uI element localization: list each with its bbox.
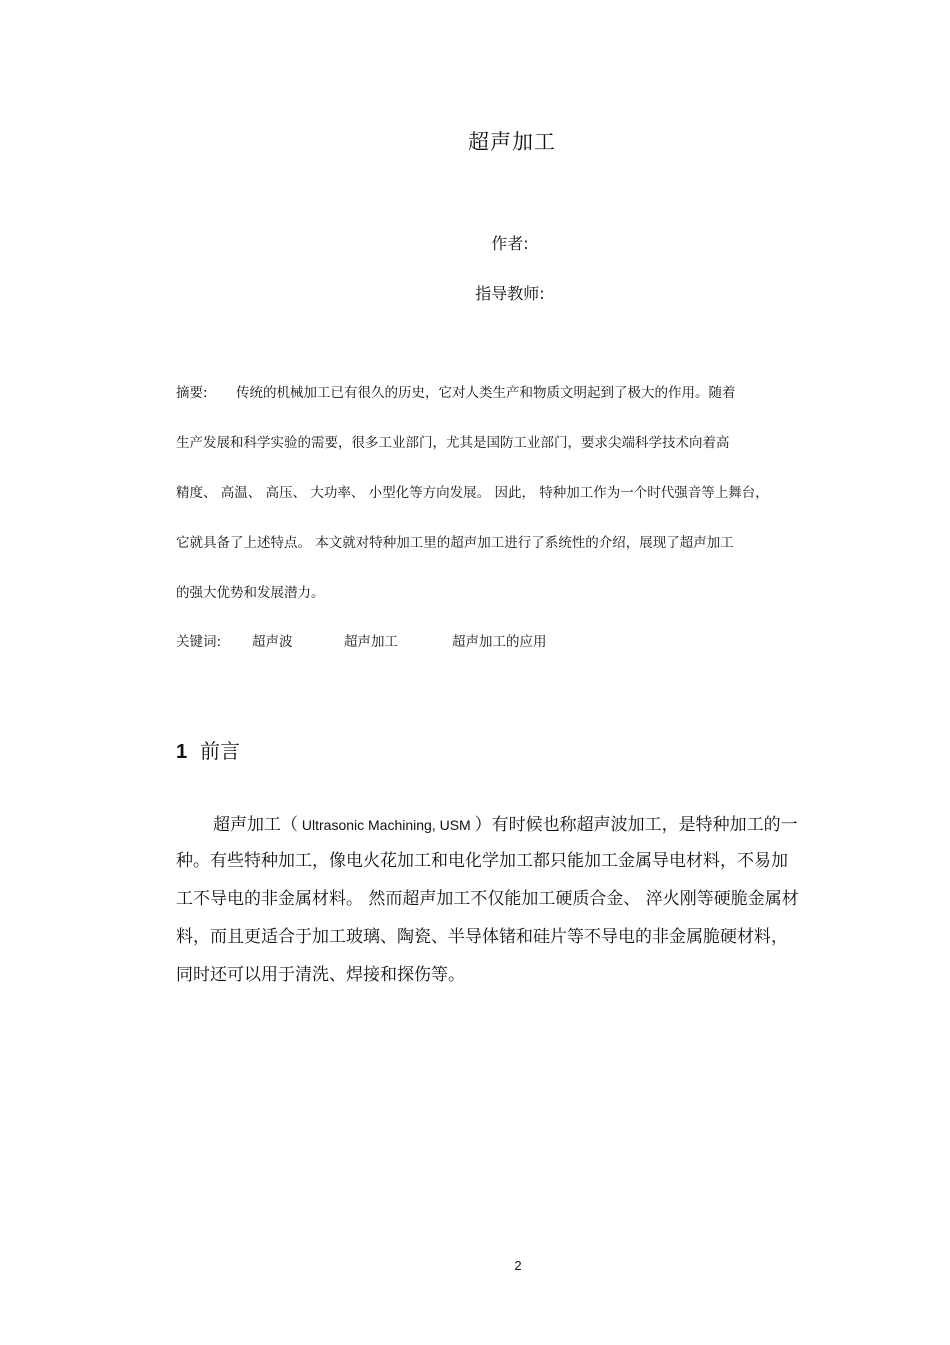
abstract-line: 生产发展和科学实验的需要，很多工业部门，尤其是国防工业部门，要求尖端科学技术向着高 — [176, 435, 730, 451]
abstract-line: 的强大优势和发展潜力。 — [176, 585, 325, 601]
keywords-line — [176, 630, 547, 650]
section-number: 1 — [176, 741, 188, 763]
body-paragraph-line: 料，而且更适合于加工玻璃、陶瓷、半导体锗和硅片等不导电的非金属脆硬材料， — [176, 927, 788, 947]
body-text: ）有时候也称超声波加工，是特种加工的一 — [474, 815, 798, 835]
body-latin-term: Ultrasonic Machining, USM — [298, 817, 475, 833]
document-title: 超声加工 — [468, 130, 556, 154]
keywords-label: 关键词: — [176, 634, 222, 650]
advisor-label: 指导教师: — [475, 284, 545, 303]
body-paragraph-line: 同时还可以用于清洗、焊接和探伤等。 — [176, 965, 465, 985]
section-title: 前言 — [200, 739, 240, 763]
body-paragraph-line: 种。有些特种加工，像电火花加工和电化学加工都只能加工金属导电材料，不易加 — [176, 851, 788, 871]
abstract-line: 精度、 高温、 高压、 大功率、 小型化等方向发展。 因此， 特种加工作为一个时代强音等上舞台， — [176, 485, 769, 501]
section-heading — [176, 735, 240, 764]
body-paragraph-line — [213, 810, 798, 835]
keyword: 超声加工 — [344, 634, 398, 650]
author-label: 作者: — [491, 234, 529, 253]
abstract-line — [176, 381, 736, 401]
body-text: 超声加工（ — [213, 815, 298, 835]
keyword: 超声波 — [252, 634, 293, 650]
page-number: 2 — [514, 1258, 522, 1273]
abstract-line: 它就具备了上述特点。 本文就对特种加工里的超声加工进行了系统性的介绍，展现了超声加工 — [176, 535, 734, 551]
abstract-label: 摘要: — [176, 385, 208, 401]
body-paragraph-line: 工不导电的非金属材料。 然而超声加工不仅能加工硬质合金、 淬火刚等硬脆金属材 — [176, 889, 799, 909]
abstract-text: 传统的机械加工已有很久的历史，它对人类生产和物质文明起到了极大的作用。随着 — [236, 385, 736, 401]
keyword: 超声加工的应用 — [452, 634, 547, 650]
